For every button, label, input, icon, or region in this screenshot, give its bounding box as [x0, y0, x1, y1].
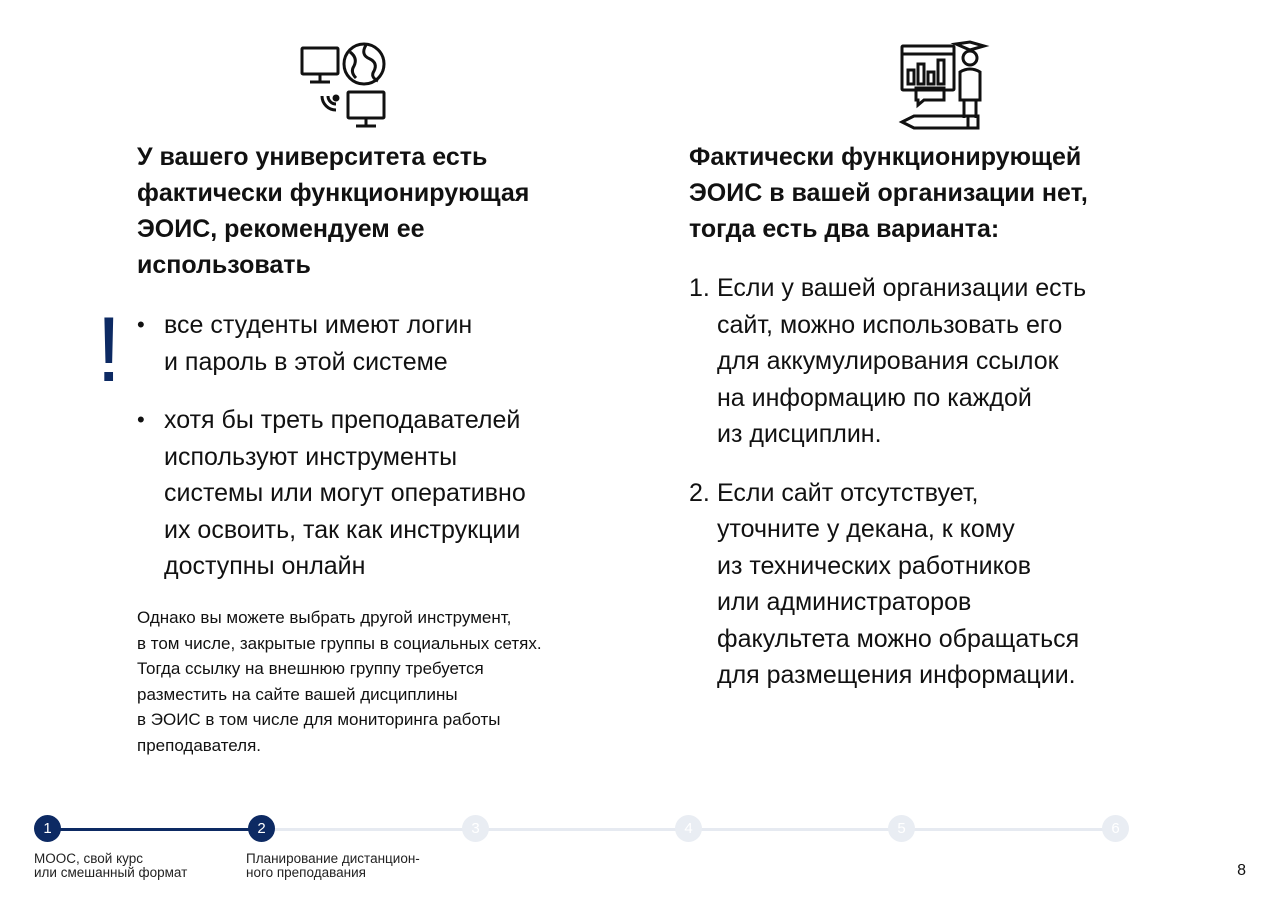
devices-network-icon — [298, 40, 390, 130]
note-line: преподавателя. — [137, 735, 262, 755]
step-label-line: Планирование дистанцион- — [246, 851, 420, 866]
right-heading-line: тогда есть два варианта: — [689, 215, 1000, 243]
option-number: 2. — [689, 478, 710, 507]
list-item-line: для размещения информации. — [717, 661, 1076, 689]
bullet-icon: • — [137, 407, 145, 432]
page-number: 8 — [1237, 862, 1246, 879]
progress-track-completed — [48, 828, 262, 831]
note-paragraph — [137, 605, 637, 758]
left-heading — [137, 139, 617, 283]
step-label-line: или смешанный формат — [34, 865, 188, 880]
list-item-line: уточните у декана, к кому — [717, 515, 1015, 543]
list-item-line: все студенты имеют логин — [164, 311, 473, 339]
list-item-line: на информацию по каждой — [717, 383, 1032, 412]
progress-step-5[interactable]: 5 — [888, 815, 915, 842]
left-heading-line: ЭОИС, рекомендуем ее — [137, 215, 425, 243]
left-heading-line: использовать — [137, 251, 311, 279]
step-label-line: МООС, свой курс — [34, 851, 143, 866]
progress-step-2[interactable]: 2 — [248, 815, 275, 842]
list-item-line: их освоить, так как инструкции — [164, 515, 521, 544]
right-heading-line: ЭОИС в вашей организации нет, — [689, 179, 1088, 207]
list-item-line: факультета можно обращаться — [717, 624, 1080, 653]
requirements-list — [137, 307, 617, 607]
right-heading-line: Фактически функционирующей — [689, 143, 1082, 171]
note-line: разместить на сайте вашей дисциплины — [137, 684, 458, 704]
progress-step-2-label — [246, 852, 420, 880]
left-heading-line: У вашего университета есть — [137, 143, 488, 171]
list-item-line: хотя бы треть преподавателей — [164, 406, 521, 434]
list-item-line: из технических работников — [717, 551, 1032, 580]
list-item-line: доступны онлайн — [164, 552, 366, 580]
exclamation-mark: ! — [96, 299, 122, 401]
progress-step-3[interactable]: 3 — [462, 815, 489, 842]
list-item-line: для аккумулирования ссылок — [717, 347, 1059, 375]
progress-step-6[interactable]: 6 — [1102, 815, 1129, 842]
progress-step-1[interactable]: 1 — [34, 815, 61, 842]
list-item — [689, 475, 1189, 694]
list-item-line: Если у вашей организации есть — [717, 274, 1087, 302]
progress-step-1-label — [34, 852, 187, 880]
left-heading-line: фактически функционирующая — [137, 179, 530, 207]
list-item-line: и пароль в этой системе — [164, 347, 448, 376]
list-item-line: или администраторов — [717, 588, 972, 616]
teacher-presentation-icon — [898, 40, 990, 132]
bullet-icon: • — [137, 312, 145, 337]
options-list — [689, 270, 1189, 716]
option-number: 1. — [689, 274, 710, 302]
progress-step-4[interactable]: 4 — [675, 815, 702, 842]
list-item-line: используют инструменты — [164, 442, 458, 471]
list-item-line: Если сайт отсутствует, — [717, 478, 979, 507]
note-line: Тогда ссылку на внешнюю группу требуется — [137, 659, 484, 678]
list-item-line: системы или могут оперативно — [164, 479, 526, 507]
list-item-line: сайт, можно использовать его — [717, 310, 1063, 339]
list-item — [137, 307, 617, 380]
list-item — [689, 270, 1189, 453]
list-item — [137, 402, 617, 585]
right-heading — [689, 139, 1189, 247]
note-line: Однако вы можете выбрать другой инструмент, — [137, 608, 512, 627]
note-line: в том числе, закрытые группы в социальных сетях. — [137, 633, 542, 653]
note-line: в ЭОИС в том числе для мониторинга работы — [137, 710, 501, 729]
step-label-line: ного преподавания — [246, 865, 366, 880]
list-item-line: из дисциплин. — [717, 420, 882, 448]
